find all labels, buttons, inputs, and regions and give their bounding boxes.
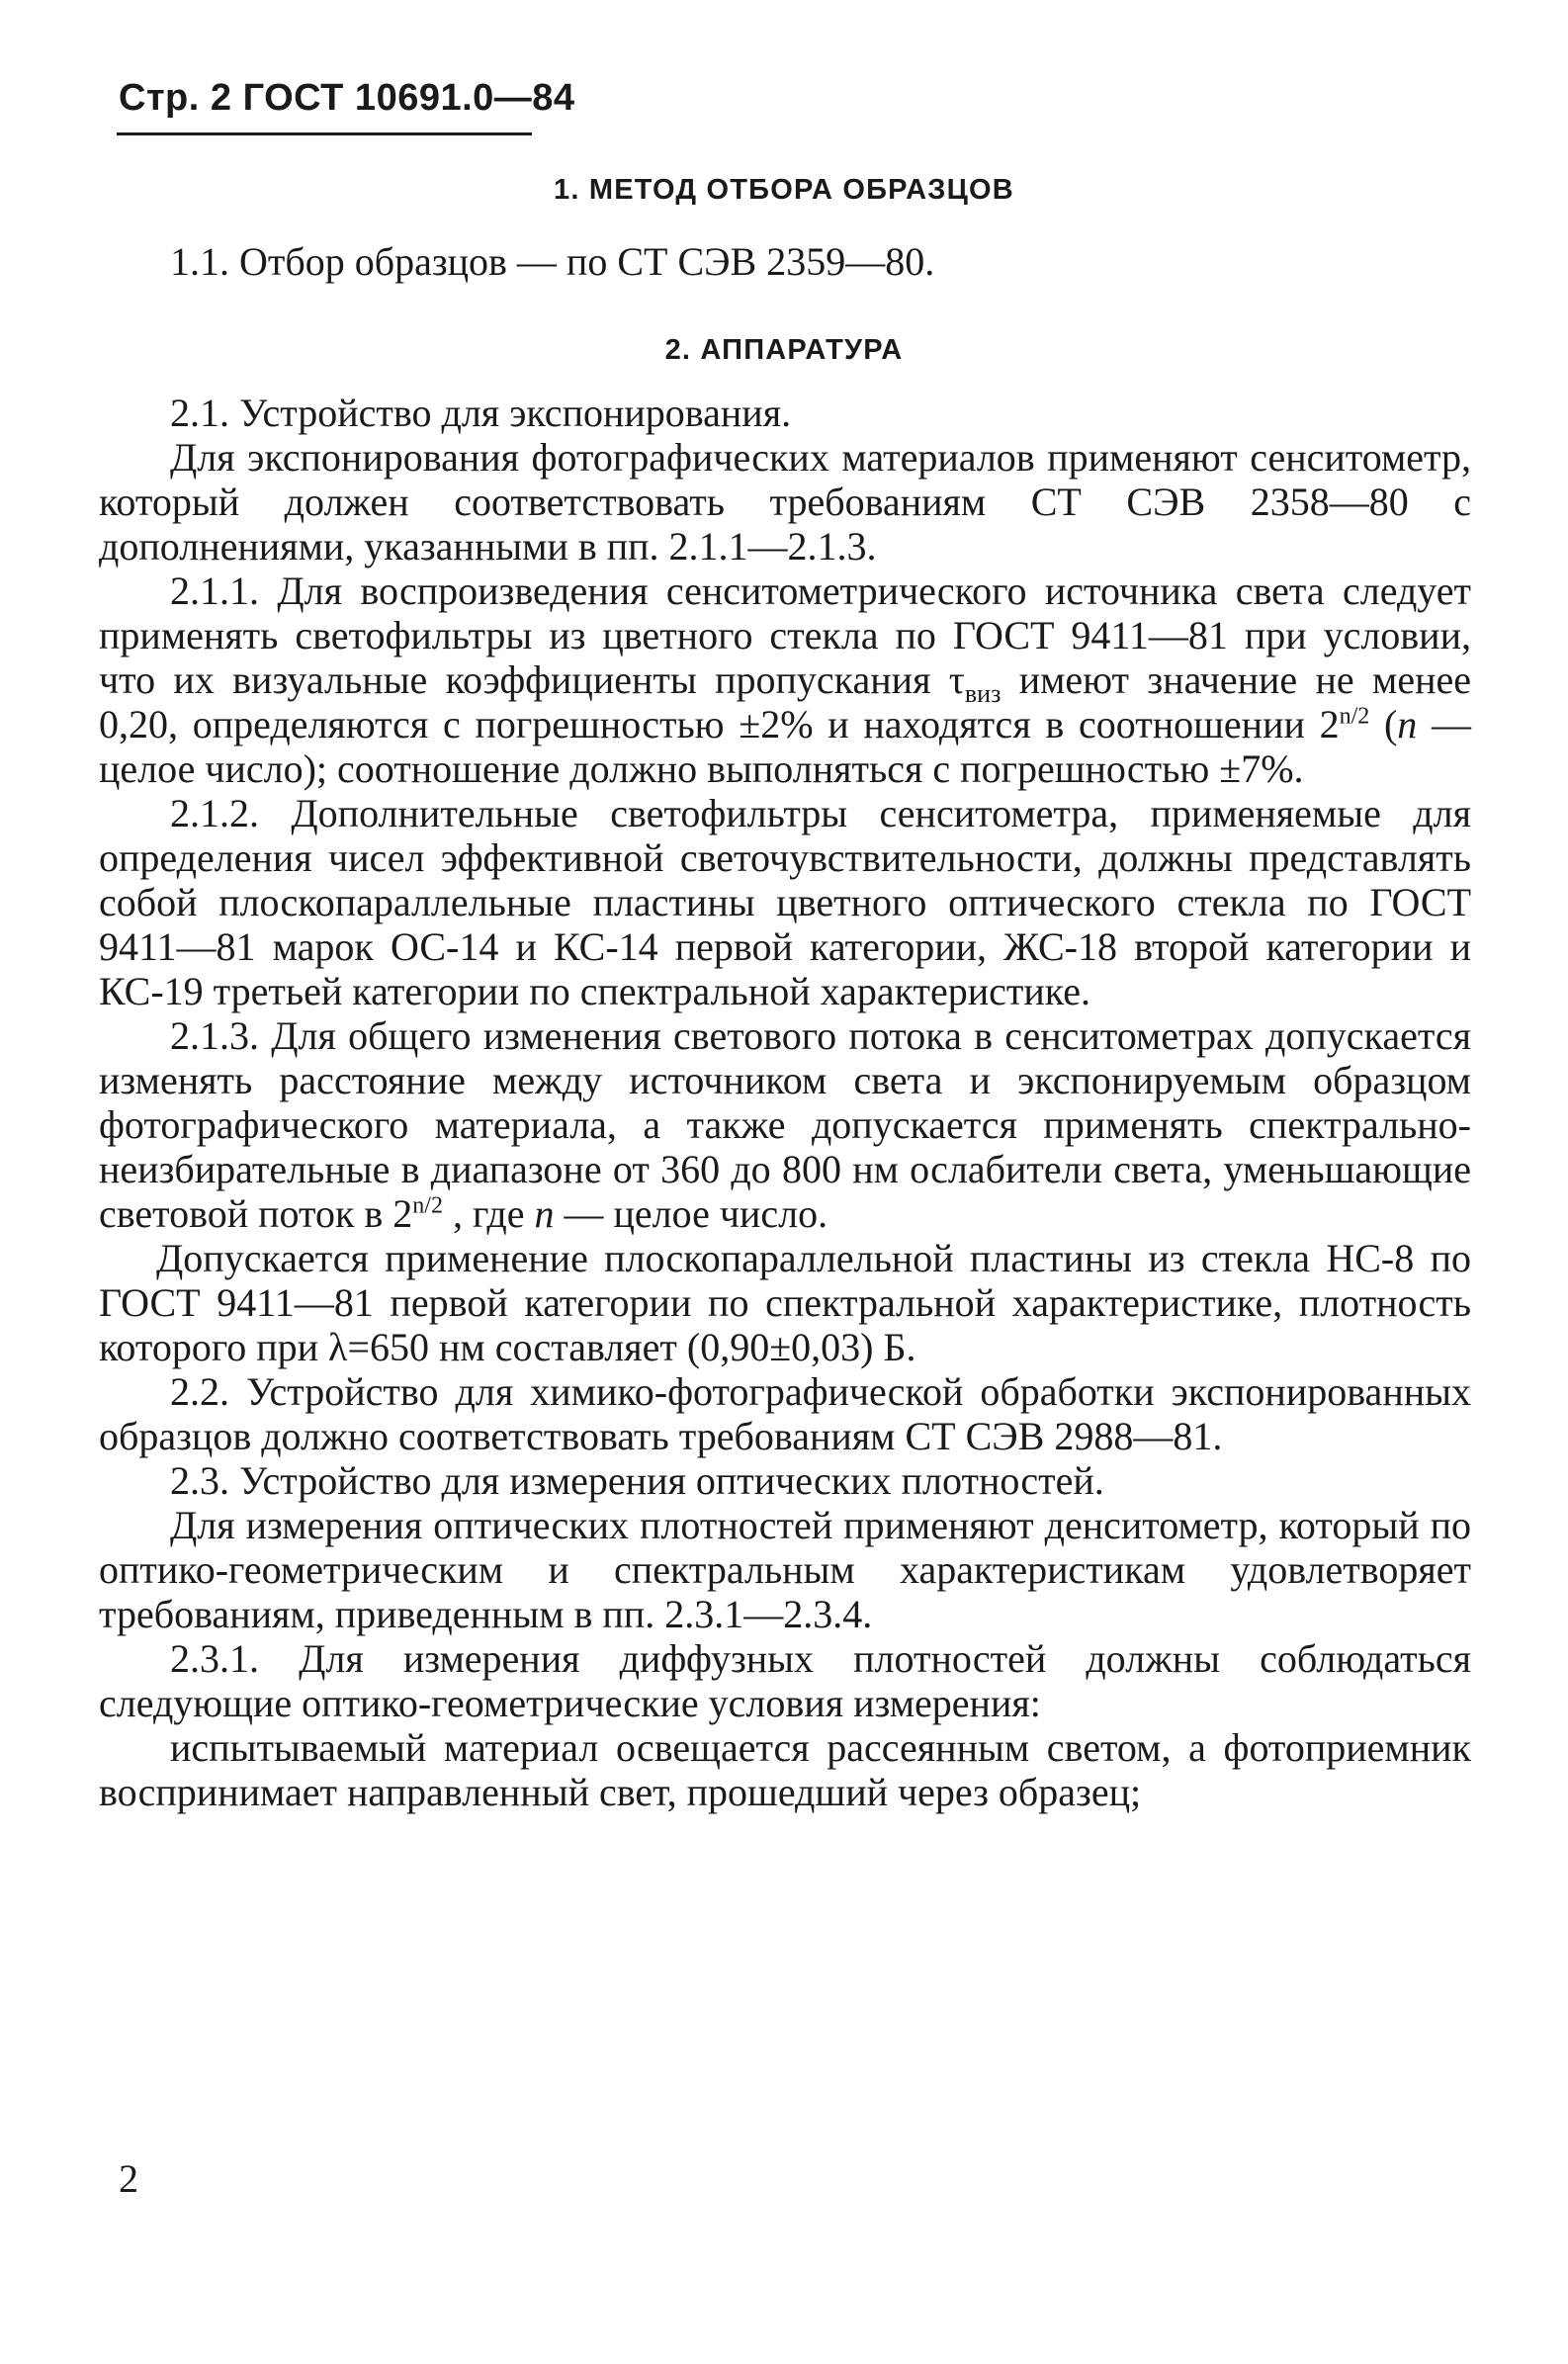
- variable-n: n: [1397, 702, 1418, 746]
- subscript-viz: виз: [964, 679, 1002, 708]
- paragraph-allowance: Допускается применение плоскопараллельной пластины из стекла НС-8 по ГОСТ 9411—81 первой категории по спектральной характеристике, плотность которого при λ=650 нм составляет (0,90±0,03) Б.: [99, 1236, 1471, 1369]
- text-run: имеют значение не менее 0,20, определяются с погрешностью ±2% и находятся в соотношении 2: [99, 657, 1472, 746]
- paragraph-2-3: 2.3. Устройство для измерения оптических плотностей.: [170, 1458, 1104, 1503]
- paragraph-2-3-body: Для измерения оптических плотностей применяют денситометр, который по оптико-геометрическим и спектральным характеристикам удовлетворяет требованиям, приведенным в пп. 2.3.1—2.3.4.: [99, 1503, 1471, 1636]
- text-run: 2.1.3. Для общего изменения светового потока в сенситометрах допускается изменять расстояние между источником света и экспонируемым образцом фотографического материала, а также допускается применять спектрально-неизбирательные в диапазоне от 360 до 800 нм ослабители света, уменьшающие световой поток в 2: [99, 1013, 1471, 1236]
- section-title-2: 2. АППАРАТУРА: [664, 334, 904, 366]
- text-run: , где: [442, 1191, 535, 1236]
- text-run: — целое число); соотношение должно выполняться с погрешностью ±7%.: [99, 702, 1471, 791]
- text-run: (: [1369, 702, 1398, 746]
- paragraph-1-1: 1.1. Отбор образцов — по СТ СЭВ 2359—80.: [170, 239, 935, 284]
- paragraph-2-1: 2.1. Устройство для экспонирования.: [170, 391, 792, 435]
- paragraph-2-1-2: 2.1.2. Дополнительные светофильтры сенситометра, применяемые для определения чисел эффективной светочувствительности, должны представлять собой плоскопараллельные пластины цветного оптического стекла по ГОСТ 9411—81 марок ОС-14 и КС-14 первой категории, ЖС-18 второй категории и КС-19 третьей категории по спектральной характеристике.: [99, 791, 1471, 1013]
- text-run: 2.1.1. Для воспроизведения сенситометрического источника света следует применять светофильтры из цветного стекла по ГОСТ 9411—81 при условии, что их визуальные коэффициенты пропускания τ: [99, 569, 1471, 702]
- section-title-1: 1. МЕТОД ОТБОРА ОБРАЗЦОВ: [554, 174, 1014, 206]
- paragraph-2-1-1: [99, 569, 1471, 791]
- paragraph-2-3-1: 2.3.1. Для измерения диффузных плотностей должны соблюдаться следующие оптико-геометрические условия измерения:: [99, 1636, 1471, 1725]
- exponent-n-half: n/2: [412, 1192, 443, 1219]
- variable-n: n: [534, 1191, 555, 1236]
- document-body: [99, 239, 1471, 1814]
- paragraph-2-1-body: Для экспонирования фотографических материалов применяют сенситометр, который должен соответствовать требованиям СТ СЭВ 2358—80 с дополнениями, указанными в пп. 2.1.1—2.1.3.: [99, 435, 1471, 569]
- page-number: 2: [119, 2156, 138, 2201]
- header-rule: [117, 132, 532, 135]
- paragraph-2-2: 2.2. Устройство для химико-фотографической обработки экспонированных образцов должно соответствовать требованиям СТ СЭВ 2988—81.: [99, 1369, 1471, 1458]
- list-item-condition: испытываемый материал освещается рассеянным светом, а фотоприемник воспринимает направленный свет, прошедший через образец;: [99, 1725, 1471, 1814]
- page-header: Стр. 2 ГОСТ 10691.0—84: [119, 77, 575, 119]
- paragraph-2-1-3: [99, 1013, 1471, 1236]
- exponent-n-half: n/2: [1339, 703, 1370, 730]
- text-run: — целое число.: [554, 1191, 828, 1236]
